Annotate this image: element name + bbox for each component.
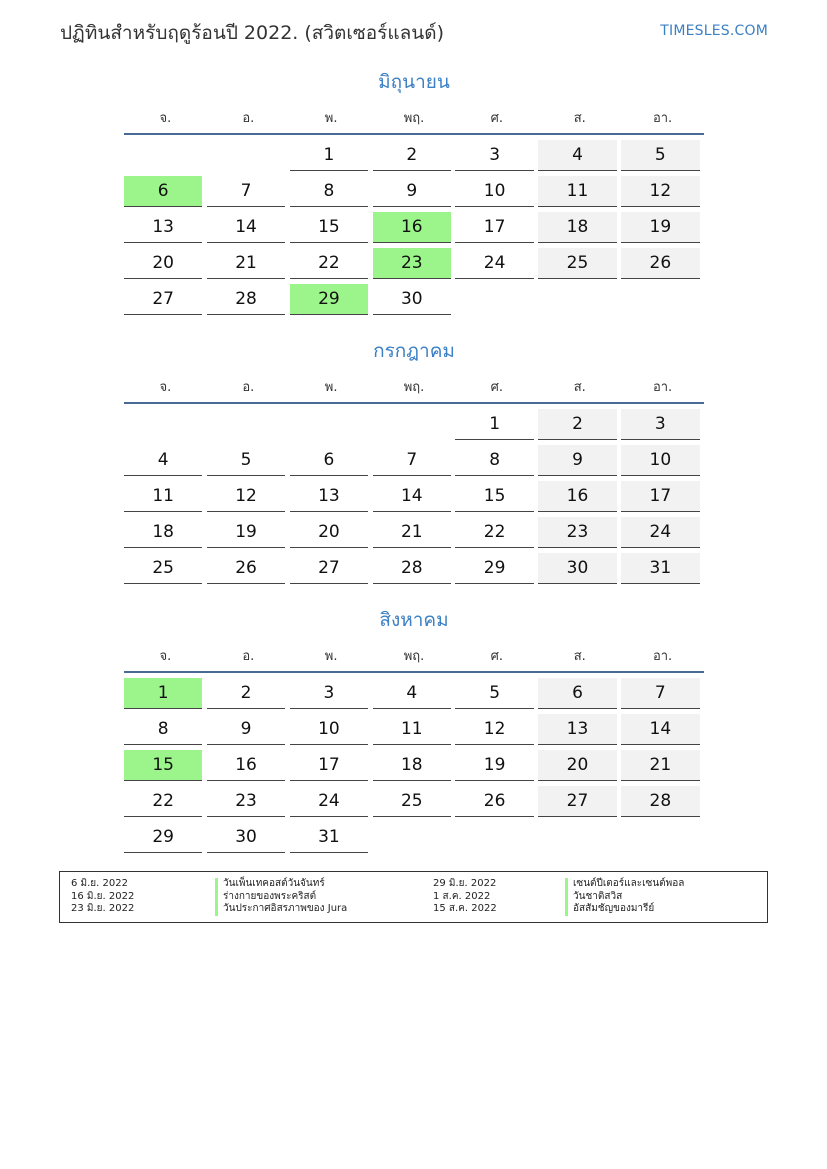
day-cell: 12 [621,176,699,207]
empty-day-cell [455,284,533,314]
day-cell: 25 [538,248,616,279]
header-divider [124,402,704,404]
legend-dates-col-2 [433,878,497,916]
month-title: มิถุนายน [378,71,450,93]
day-cell: 13 [538,714,616,745]
day-cell: 11 [373,714,451,745]
legend-holiday-name: ร่างกายของพระคริสต์ [215,891,347,904]
empty-day-cell [124,409,202,439]
week-row [124,409,704,445]
weekday-label: พฤ. [403,379,425,395]
legend-holiday-name: อัสสัมชัญของมารีย์ [565,903,684,916]
weekday-label: ส. [573,379,586,395]
day-cell: 7 [373,445,451,476]
week-row [124,212,704,248]
day-cell: 18 [124,517,202,548]
week-row [124,248,704,284]
day-cell: 22 [455,517,533,548]
month-title: กรกฎาคม [373,340,455,362]
month-title: สิงหาคม [379,609,449,631]
day-cell: 6 [538,678,616,709]
day-cell: 2 [373,140,451,171]
day-cell: 21 [621,750,699,781]
legend-holiday-name: วันเพ็นเทคอสต์วันจันทร์ [215,878,347,891]
holiday-day-cell: 29 [290,284,368,315]
legend-date: 16 มิ.ย. 2022 [71,890,135,902]
day-cell: 5 [621,140,699,171]
page-title: ปฏิทินสำหรับฤดูร้อนปี 2022. (สวิตเซอร์แลนด์) [60,22,445,44]
day-cell: 15 [455,481,533,512]
day-cell: 10 [455,176,533,207]
day-cell: 10 [290,714,368,745]
week-row [124,553,704,589]
day-cell: 13 [124,212,202,243]
legend-holiday-name: วันชาติสวิส [565,891,684,904]
legend-holiday-name: วันประกาศอิสรภาพของ Jura [215,903,347,916]
week-row [124,445,704,481]
day-cell: 12 [207,481,285,512]
day-cell: 6 [290,445,368,476]
legend-date: 6 มิ.ย. 2022 [71,878,128,889]
week-row [124,140,704,176]
day-cell: 4 [124,445,202,476]
empty-day-cell [290,409,368,439]
day-cell: 9 [373,176,451,207]
day-cell: 24 [621,517,699,548]
week-row [124,481,704,517]
day-cell: 7 [207,176,285,207]
weekday-label: ส. [573,110,586,126]
day-cell: 5 [455,678,533,709]
legend-names-col-2 [565,878,684,916]
weekday-label: จ. [159,110,172,126]
day-cell: 22 [124,786,202,817]
holiday-day-cell: 16 [373,212,451,243]
legend-names-col-1 [215,878,347,916]
day-cell: 14 [207,212,285,243]
day-cell: 5 [207,445,285,476]
weekday-label: พ. [324,648,338,664]
day-cell: 14 [373,481,451,512]
empty-day-cell [538,822,616,852]
weekday-label: พ. [324,110,338,126]
week-row [124,822,704,858]
day-cell: 31 [290,822,368,853]
legend-date: 1 ส.ค. 2022 [433,890,491,902]
day-cell: 8 [290,176,368,207]
day-cell: 17 [621,481,699,512]
day-cell: 24 [455,248,533,279]
legend-date: 23 มิ.ย. 2022 [71,903,135,914]
week-row [124,786,704,822]
weekday-label: ศ. [490,379,504,395]
day-cell: 9 [538,445,616,476]
empty-day-cell [455,822,533,852]
day-cell: 21 [373,517,451,548]
day-cell: 18 [538,212,616,243]
day-cell: 28 [207,284,285,315]
day-cell: 2 [207,678,285,709]
day-cell: 14 [621,714,699,745]
day-cell: 21 [207,248,285,279]
weekday-header [124,641,704,669]
weekday-label: พฤ. [403,648,425,664]
holiday-day-cell: 6 [124,176,202,207]
weekday-label: จ. [159,648,172,664]
empty-day-cell [621,284,699,314]
day-cell: 26 [621,248,699,279]
day-cell: 27 [290,553,368,584]
week-row [124,284,704,320]
weekday-label: พฤ. [403,110,425,126]
weekday-label: จ. [159,379,172,395]
holiday-day-cell: 1 [124,678,202,709]
week-row [124,176,704,212]
day-cell: 26 [207,553,285,584]
week-row [124,750,704,786]
legend-dates-col-1 [71,878,134,916]
month-july [124,336,704,589]
day-cell: 11 [124,481,202,512]
day-cell: 19 [621,212,699,243]
day-cell: 13 [290,481,368,512]
day-cell: 29 [455,553,533,584]
header-divider [124,133,704,135]
day-cell: 25 [373,786,451,817]
weekday-label: อ. [242,648,255,664]
legend-date: 29 มิ.ย. 2022 [433,878,497,889]
weekday-header [124,103,704,131]
weekday-label: ศ. [490,110,504,126]
day-cell: 23 [538,517,616,548]
day-cell: 18 [373,750,451,781]
day-cell: 3 [455,140,533,171]
day-cell: 22 [290,248,368,279]
brand-link[interactable]: TIMESLES.COM [660,23,768,39]
day-cell: 25 [124,553,202,584]
week-row [124,678,704,714]
legend-holiday-name: เซนต์ปีเตอร์และเซนต์พอล [565,878,684,891]
day-cell: 31 [621,553,699,584]
day-cell: 23 [207,786,285,817]
holiday-legend [59,871,768,923]
day-cell: 2 [538,409,616,440]
day-cell: 10 [621,445,699,476]
weekday-label: ส. [573,648,586,664]
empty-day-cell [373,822,451,852]
day-cell: 1 [455,409,533,440]
weekday-label: พ. [324,379,338,395]
empty-day-cell [207,140,285,170]
day-cell: 20 [290,517,368,548]
day-cell: 16 [538,481,616,512]
day-cell: 26 [455,786,533,817]
day-cell: 30 [207,822,285,853]
day-cell: 3 [621,409,699,440]
month-august [124,605,704,858]
day-cell: 12 [455,714,533,745]
week-row [124,714,704,750]
day-cell: 28 [621,786,699,817]
weekday-label: อา. [652,648,673,664]
header-divider [124,671,704,673]
day-cell: 7 [621,678,699,709]
day-cell: 30 [538,553,616,584]
empty-day-cell [207,409,285,439]
day-cell: 27 [124,284,202,315]
weekday-label: อ. [242,110,255,126]
day-cell: 28 [373,553,451,584]
weekday-header [124,372,704,400]
day-cell: 8 [124,714,202,745]
day-cell: 29 [124,822,202,853]
empty-day-cell [621,822,699,852]
day-cell: 15 [290,212,368,243]
legend-date: 15 ส.ค. 2022 [433,903,497,914]
day-cell: 27 [538,786,616,817]
weekday-label: อา. [652,110,673,126]
week-row [124,517,704,553]
day-cell: 19 [207,517,285,548]
empty-day-cell [538,284,616,314]
day-cell: 17 [455,212,533,243]
day-cell: 11 [538,176,616,207]
weekday-label: อ. [242,379,255,395]
day-cell: 4 [538,140,616,171]
month-june [124,67,704,320]
day-cell: 16 [207,750,285,781]
day-cell: 17 [290,750,368,781]
day-cell: 8 [455,445,533,476]
day-cell: 9 [207,714,285,745]
day-cell: 19 [455,750,533,781]
day-cell: 20 [538,750,616,781]
day-cell: 3 [290,678,368,709]
weekday-label: อา. [652,379,673,395]
day-cell: 4 [373,678,451,709]
day-cell: 20 [124,248,202,279]
holiday-day-cell: 15 [124,750,202,781]
holiday-day-cell: 23 [373,248,451,279]
empty-day-cell [124,140,202,170]
day-cell: 1 [290,140,368,171]
day-cell: 30 [373,284,451,315]
weekday-label: ศ. [490,648,504,664]
day-cell: 24 [290,786,368,817]
empty-day-cell [373,409,451,439]
